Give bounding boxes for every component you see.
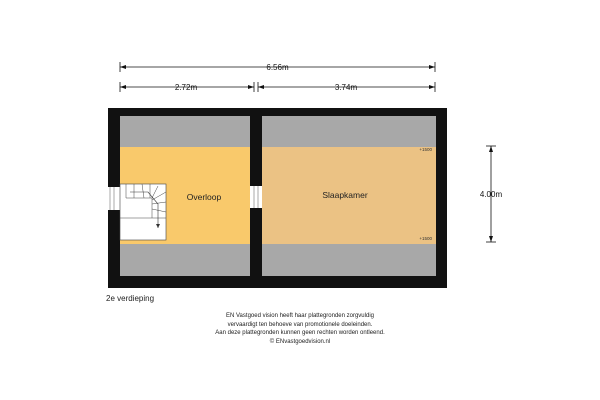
disclaimer xyxy=(150,312,450,346)
depth-label: 4.00m xyxy=(479,190,503,199)
disclaimer-line: vervaardigt ten behoeve van promotionele doeleinden. xyxy=(227,321,373,328)
disclaimer-line: © ENvastgoedvision.nl xyxy=(269,338,331,345)
overloop-roof-slope-top xyxy=(120,116,250,147)
dimension-depth xyxy=(480,146,503,242)
total-width-label: 6.56m xyxy=(266,63,289,72)
dimension-left-width xyxy=(120,82,254,92)
disclaimer-line: EN Vastgoed vision heeft haar plattegronden zorgvuldig xyxy=(226,313,374,319)
left-width-label: 2.72m xyxy=(174,83,198,92)
window-left xyxy=(106,187,120,210)
dimension-total-width xyxy=(120,62,435,72)
room-label-slaapkamer: Slaapkamer xyxy=(322,190,368,200)
slaapkamer-roof-slope-top xyxy=(262,116,436,147)
height-note-top: +1500 xyxy=(419,147,432,152)
height-note-bottom: +1500 xyxy=(419,236,432,241)
dimension-right-width xyxy=(258,82,435,92)
staircase xyxy=(120,184,166,240)
slaapkamer-roof-slope-bottom xyxy=(262,244,436,276)
floor-label: 2e verdieping xyxy=(106,294,155,303)
overloop-roof-slope-bottom xyxy=(120,244,250,276)
right-width-label: 3.74m xyxy=(334,83,358,92)
disclaimer-line: Aan deze plattegronden kunnen geen rechten worden ontleend. xyxy=(215,330,385,337)
room-label-overloop: Overloop xyxy=(186,192,222,202)
interior-door xyxy=(250,186,262,208)
